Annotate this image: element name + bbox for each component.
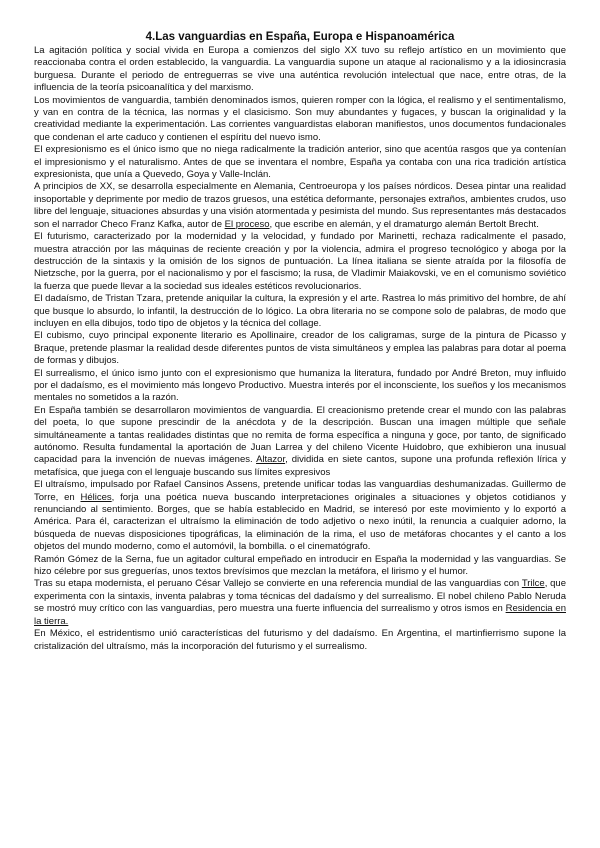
paragraph-expresionismo-rasgos: A principios de XX, se desarrolla especialmente en Alemania, Centroeuropa y los países nórdicos. Desea pintar una realidad insoportable y deprimente por medio de trazos gruesos, una estética deformante, personajes extraños, ambientes crudos, uso libre del lenguaje, situaciones absurdas y una visión atormentada y pesimista del mundo. Sus representantes más destacados son el narrador Checo Franz Kafka, autor de El proceso, que escribe en alemán, y el dramaturgo alemán Bertolt Brecht.	[34, 181, 566, 230]
paragraph-dadaismo: El dadaísmo, de Tristan Tzara, pretende aniquilar la cultura, la expresión y el arte. Rastrea lo más primitivo del hombre, de ahí que busque lo absurdo, lo infantil, la destrucción de lo lógico. La obra literaria no se compone solo de palabras, de modo que incluyen en ella dibujos, todo tipo de objetos y la técnica del collage.	[34, 293, 566, 329]
page-title: 4.Las vanguardias en España, Europa e Hispanoamérica	[145, 31, 455, 43]
work-title-el-proceso: El proceso	[224, 218, 270, 230]
paragraph-ultraismo: El ultraísmo, impulsado por Rafael Cansinos Assens, pretende unificar todas las vanguardias deshumanizadas. Guillermo de Torre, en Hélices, forja una poética nueva buscando interpretaciones originales a situaciones y objetos cotidianos y renunciando al sentimiento. Borges, que se había establecido en Madrid, se interesó por este movimiento y lo exportó a América. Para él, caracterizan el ultraísmo la eliminación de todo adjetivo o nexo inútil, la renuncia a cualquier adorno, la búsqueda de nuevas disposiciones tipográficas, la eliminación de la rima, el uso de metáforas chocantes y el canto a los objetos del mundo moderno, como el automóvil, la bombilla. o el cinematógrafo.	[34, 479, 566, 553]
work-title-trilce: Trilce	[521, 578, 545, 590]
paragraph-expresionismo: El expresionismo es el único ismo que no niega radicalmente la tradición anterior, sino que acentúa rasgos que ya contenían el impresionismo y el naturalismo. Antes de que se inventara el nombre, España ya contaba con una rica tradición artística expresionista, que unía a Quevedo, Goya y Valle-Inclán.	[34, 144, 566, 181]
work-title-helices: Hélices	[80, 491, 112, 503]
work-title-residencia-en-la-tierra: Residencia en la tierra.	[34, 603, 566, 627]
paragraph-creacionismo: En España también se desarrollaron movimientos de vanguardia. El creacionismo pretende crear el mundo con las palabras del poeta, lo que supone prescindir de la anécdota y de la descripción. Buscan una imagen múltiple que señale simultáneamente a tantas realidades distintas que no remita de forma específica a ninguna y goce, por tanto, de significado autónomo. Resulta fundamental la aportación de Juan Larrea y del chileno Vicente Huidobro, que exhibieron una inusual capacidad para la invención de nuevas imágenes. Altazor, dividida en siete cantos, supone una profunda reflexión lírica y metafísica, que juega con el lenguaje buscando sus límites expresivos	[34, 404, 567, 478]
paragraph-futurismo: El futurismo, caracterizado por la modernidad y la velocidad, y fundado por Marinetti, rechaza radicalmente el pasado, muestra atracción por las máquinas de reciente creación y por la violencia, admira el progreso tecnológico y aboga por la destrucción de la sintaxis y la omisión de los signos de puntuación. La línea italiana se siente atraída por la filosofía de Nietzsche, por la guerra, por el nacionalismo y por el fascismo; la rusa, de Vladimir Maiakovski, ve en el comunismo soviético la fuerza que puede llevar a la sociedad sus ideales estéticos revolucionarios.	[34, 231, 566, 292]
paragraph-ismos: Los movimientos de vanguardia, también denominados ismos, quieren romper con la lógica, el realismo y el sentimentalismo, y van en contra de la técnica, las normas y el clasicismo. Son muy abundantes y fugaces, y buscan la originalidad y la creatividad mediante la experimentación. Las corrientes vanguardistas elaboran manifiestos, unos documentos fundacionales que condenan el arte caduco y contienen el espíritu del nuevo ismo.	[34, 94, 566, 143]
paragraph-intro: La agitación política y social vivida en Europa a comienzos del siglo XX tuvo su reflejo artístico en un movimiento que reaccionaba contra el orden establecido, la vanguardia. La vanguardia supone un ataque al racionalismo y a la idiosincrasia burguesa. Durante el periodo de entreguerras se vive una auténtica revolución intelectual que nace, entre otras, de la influencia de la teoría psicoanalítica y del marxismo.	[34, 45, 566, 94]
paragraph-gomez-de-la-serna: Ramón Gómez de la Serna, fue un agitador cultural empeñado en introducir en España la modernidad y las vanguardias. Se hizo célebre por sus greguerías, unos textos brevísimos que mezclan la metáfora, el lirismo y el humor.	[34, 553, 566, 578]
paragraph-mexico-argentina: En México, el estridentismo unió características del futurismo y del dadaísmo. En Argentina, el martinfierrismo supone la cristalización del ultraísmo, más la incorporación del futurismo y el surrealismo.	[34, 628, 566, 652]
paragraph-surrealismo: El surrealismo, el único ismo junto con el expresionismo que humaniza la literatura, fundado por André Breton, muy influido por el dadaísmo, es el movimiento más longevo Productivo. Muestra interés por el inconsciente, los sueños y los mecanismos mentales no sometidos a la razón.	[34, 367, 566, 404]
work-title-altazor: Altazor	[256, 454, 286, 466]
paragraph-cubismo: El cubismo, cuyo principal exponente literario es Apollinaire, creador de los caligramas, surge de la pintura de Picasso y Braque, pretende plasmar la realidad desde diferentes puntos de vista simultáneos y emplea las palabras para dotar al poema de formas y dibujos.	[34, 330, 566, 367]
paragraph-vallejo-neruda: Tras su etapa modernista, el peruano César Vallejo se convierte en una referencia mundial de las vanguardias con Trilce, que experimenta con la sintaxis, inventa palabras y toma técnicas del dadaísmo y del surrealismo. El nobel chileno Pablo Neruda se mostró muy crítico con las vanguardias, pero muestra una fuerte influencia del surrealismo y otros ismos en Residencia en la tierra.	[34, 578, 566, 627]
